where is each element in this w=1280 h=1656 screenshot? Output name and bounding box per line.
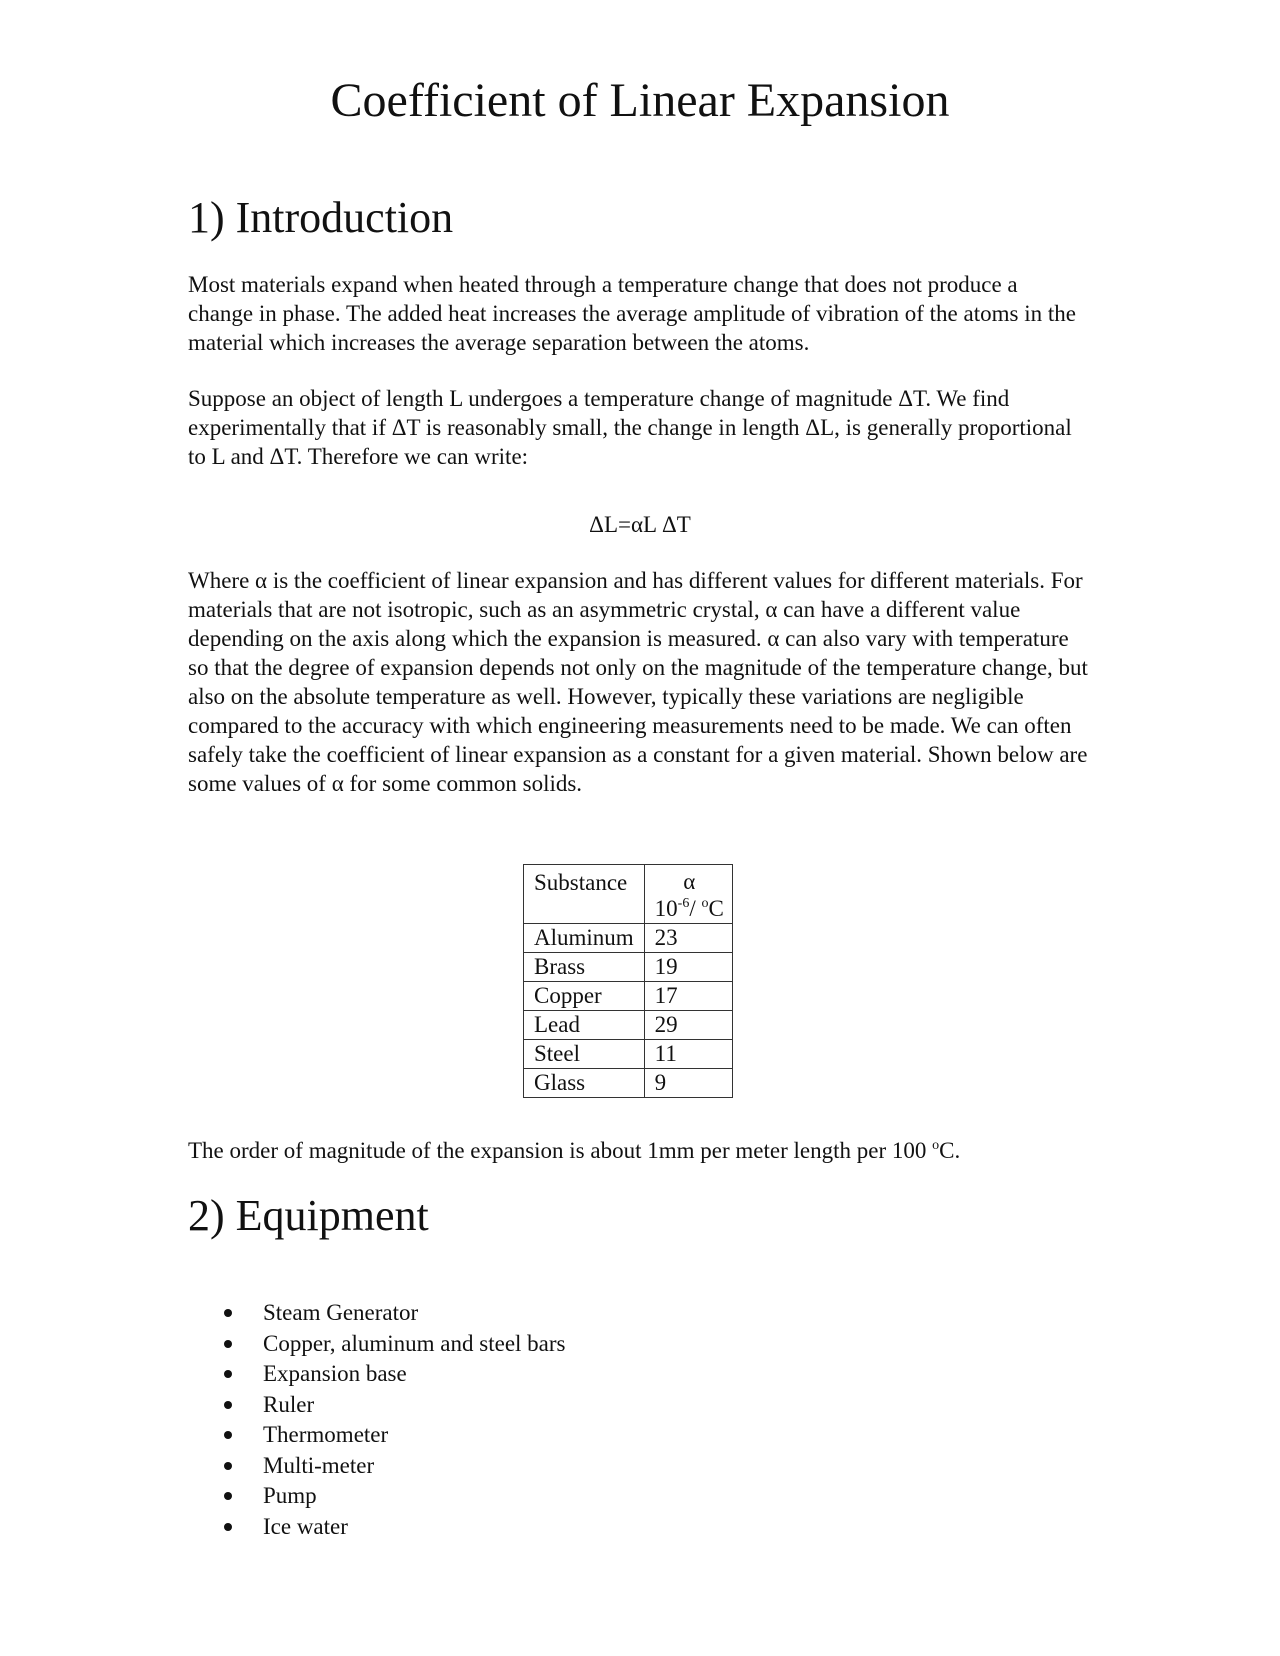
unit-base: 10 [654, 896, 678, 921]
list-item [220, 1420, 565, 1451]
unit-exponent: -6 [677, 896, 690, 911]
table-row [524, 924, 733, 953]
bullet-icon [224, 1370, 232, 1378]
item-label: Ice water [263, 1513, 348, 1539]
note-degree: o [932, 1138, 940, 1153]
table-row [524, 953, 733, 982]
list-item [220, 1390, 565, 1421]
header-alpha [644, 865, 732, 924]
cell-value: 29 [644, 1011, 732, 1040]
cell-substance: Aluminum [524, 924, 645, 953]
order-of-magnitude-note [188, 1136, 1088, 1165]
list-item [220, 1359, 565, 1390]
bullet-icon [224, 1340, 232, 1348]
table-row [524, 982, 733, 1011]
document-title: Coefficient of Linear Expansion [330, 74, 950, 127]
list-item [220, 1512, 565, 1543]
item-label: Steam Generator [263, 1300, 419, 1325]
item-label: Expansion base [263, 1361, 407, 1386]
cell-substance: Glass [524, 1069, 645, 1098]
coefficient-table [523, 864, 733, 1098]
cell-value: 9 [644, 1069, 732, 1098]
section-heading-equipment: 2) Equipment [188, 1191, 429, 1240]
table-row [524, 1011, 733, 1040]
item-label: Ruler [263, 1391, 315, 1417]
alpha-unit [655, 895, 724, 923]
item-label: Pump [263, 1483, 317, 1508]
bullet-icon [224, 1462, 232, 1470]
expansion-formula: ΔL=αL ΔT [589, 512, 691, 537]
list-item [220, 1451, 565, 1482]
header-substance: Substance [524, 865, 645, 924]
unit-slash: / [689, 896, 702, 921]
bullet-icon [224, 1523, 232, 1531]
list-item [220, 1329, 565, 1360]
cell-substance: Copper [524, 982, 645, 1011]
cell-value: 17 [644, 982, 732, 1011]
table-row [524, 1069, 733, 1098]
list-item [220, 1481, 565, 1512]
intro-paragraph-2: Suppose an object of length L undergoes a temperature change of magnitude ΔT. We find experimentally that if ΔT is reasonably small, the change in length ΔL, is generally proportional to L and ΔT. Therefore we can write: [188, 386, 1072, 469]
cell-substance: Lead [524, 1011, 645, 1040]
item-label: Copper, aluminum and steel bars [263, 1330, 566, 1356]
cell-value: 23 [644, 924, 732, 953]
item-label: Thermometer [263, 1422, 389, 1447]
item-label: Multi-meter [263, 1452, 375, 1478]
cell-substance: Brass [524, 953, 645, 982]
alpha-symbol: α [683, 869, 696, 894]
bullet-icon [224, 1401, 232, 1409]
list-item [220, 1298, 565, 1329]
bullet-icon [224, 1309, 232, 1317]
section-heading-introduction: 1) Introduction [188, 193, 454, 242]
unit-degree: o [701, 896, 709, 911]
intro-paragraph-1: Most materials expand when heated through a temperature change that does not produce a change in phase. The added heat increases the average amplitude of vibration of the atoms in the material which increases the average separation between the atoms. [188, 272, 1076, 355]
equipment-list [220, 1298, 565, 1542]
note-end: C. [939, 1138, 961, 1163]
table-row [524, 1040, 733, 1069]
unit-celsius: C [708, 896, 724, 921]
cell-value: 11 [644, 1040, 732, 1069]
cell-substance: Steel [524, 1040, 645, 1069]
intro-paragraph-3: Where α is the coefficient of linear expansion and has different values for different materials. For materials that are not isotropic, such as an asymmetric crystal, α can have a different value depending on the axis along which the expansion is measured. α can also vary with temperature so that the degree of expansion depends not only on the magnitude of the temperature change, but also on the absolute temperature as well. However, typically these variations are negligible compared to the accuracy with which engineering measurements need to be made. We can often safely take the coefficient of linear expansion as a constant for a given material. Shown below are some values of α for some common solids. [188, 568, 1088, 796]
cell-value: 19 [644, 953, 732, 982]
table-header-row [524, 865, 733, 924]
bullet-icon [224, 1431, 232, 1439]
note-text: The order of magnitude of the expansion is about 1mm per meter length per 100 [188, 1138, 933, 1163]
bullet-icon [224, 1492, 232, 1500]
